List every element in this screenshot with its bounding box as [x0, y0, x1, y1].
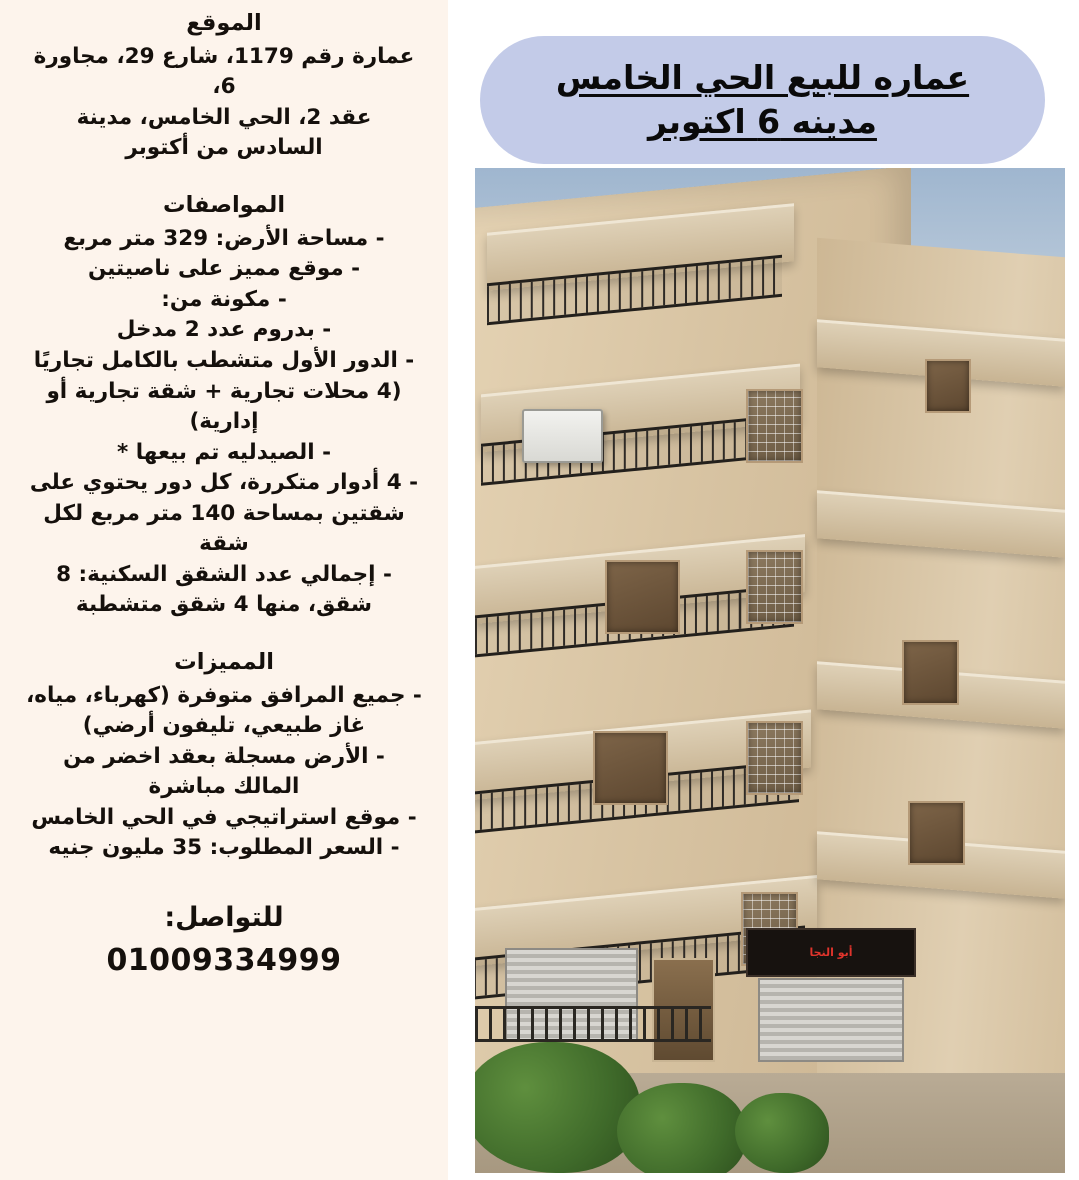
specs-line: - الدور الأول متشطب بالكامل تجاريًا	[33, 348, 415, 373]
features-line: المالك مباشرة	[148, 774, 300, 800]
contact-block	[22, 898, 426, 984]
shop-sign	[746, 928, 915, 977]
location-line: عمارة رقم 1179، شارع 29، مجاورة 6،	[33, 43, 415, 100]
building-photo	[475, 168, 1065, 1173]
specs-line: - مكونة من:	[161, 286, 287, 312]
title-photo-column	[448, 0, 1079, 1180]
title-line-2: مدينه 6 اكتوبر	[648, 102, 877, 141]
location-block	[22, 8, 426, 164]
title-line-1: عماره للبيع الحي الخامس	[555, 58, 970, 98]
window	[746, 550, 803, 624]
window	[746, 721, 803, 795]
features-line: - الأرض مسجلة بعقد اخضر من	[63, 743, 385, 769]
bush	[735, 1093, 829, 1173]
specs-line: - إجمالي عدد الشقق السكنية: 8	[56, 561, 392, 587]
location-line: السادس من أكتوبر	[125, 135, 323, 161]
window	[746, 389, 803, 463]
window	[593, 731, 668, 805]
air-conditioner-unit	[522, 409, 603, 463]
window	[925, 359, 970, 413]
bush	[617, 1083, 747, 1173]
features-block	[22, 647, 426, 864]
shop-shutter	[758, 978, 904, 1062]
features-line: - السعر المطلوب: 35 مليون جنيه	[48, 835, 400, 861]
specs-line: (4 محلات تجارية + شقة تجارية أو	[46, 378, 402, 404]
specs-line: شقق، منها 4 شقق متشطبة	[75, 592, 373, 618]
specs-block	[22, 190, 426, 621]
street-fence	[475, 1006, 711, 1042]
specs-line: - 4 أدوار متكررة، كل دور يحتوي على	[29, 470, 419, 496]
features-line: - موقع استراتيجي في الحي الخامس	[31, 804, 417, 830]
location-heading: الموقع	[186, 10, 262, 36]
specs-line: - الصيدليه تم بيعها *	[116, 439, 331, 465]
specs-line: إدارية)	[189, 409, 259, 435]
specs-heading: المواصفات	[162, 192, 286, 218]
details-panel	[0, 0, 448, 1180]
location-line: عقد 2، الحي الخامس، مدينة	[76, 104, 372, 130]
page-title	[480, 36, 1045, 164]
features-line: غاز طبيعي، تليفون أرضي)	[82, 713, 366, 739]
window	[908, 801, 965, 865]
window	[605, 560, 680, 634]
specs-line: - موقع مميز على ناصيتين	[87, 256, 361, 282]
features-line: - جميع المرافق متوفرة (كهرباء، مياه،	[26, 682, 422, 708]
features-heading: المميزات	[174, 648, 274, 675]
bush	[475, 1042, 640, 1173]
window	[902, 640, 959, 704]
specs-line: - مساحة الأرض: 329 متر مربع	[63, 225, 385, 251]
specs-line: شقتين بمساحة 140 متر مربع لكل	[43, 500, 405, 526]
contact-phone[interactable]: 01009334999	[106, 943, 342, 979]
shop-sign-text: أبو النجا	[809, 945, 853, 959]
contact-label: للتواصل:	[164, 901, 284, 933]
specs-line: - بدروم عدد 2 مدخل	[116, 317, 332, 343]
specs-line: شقة	[199, 531, 249, 557]
